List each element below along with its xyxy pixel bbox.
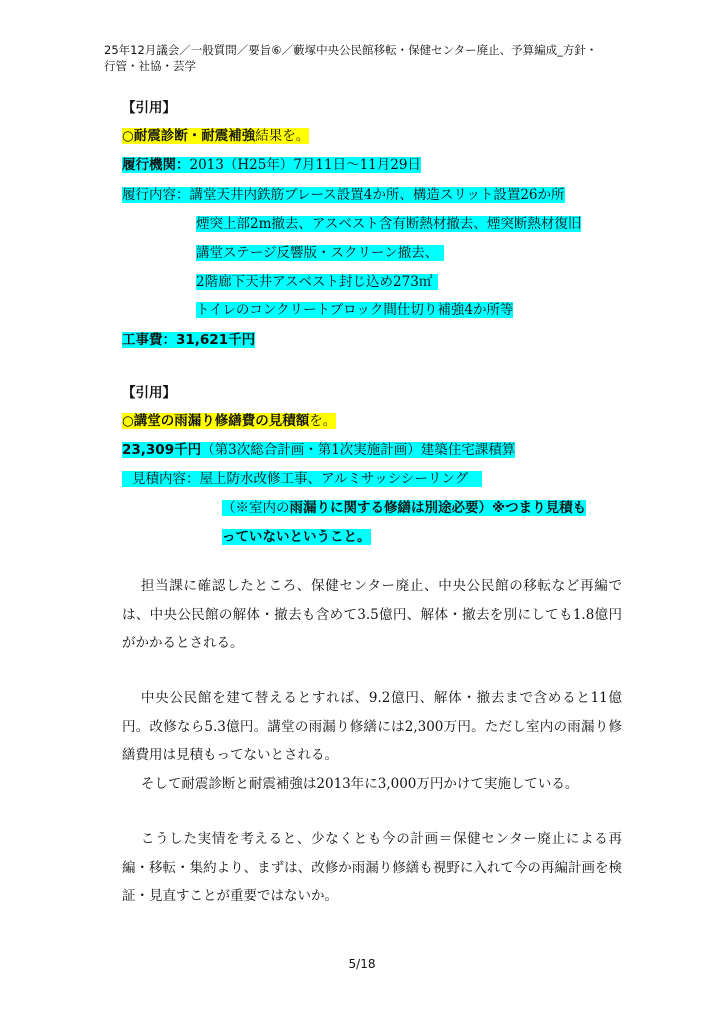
page-number: 5/18 — [348, 957, 376, 971]
quote1-heading — [122, 126, 309, 147]
quote1-label: 【引用】 — [122, 100, 176, 116]
quote2-heading — [122, 411, 336, 432]
quote1-item-4: 2階廊下天井アスベスト封じ込め273㎡ — [196, 274, 438, 290]
quote1-heading-bold: ○耐震診断・耐震補強 — [122, 128, 256, 144]
quote2-estimate-row — [122, 469, 482, 490]
quote2-note-row-2 — [222, 527, 371, 548]
paragraph-2-text: 中央公民館を建て替えるとすれば、9.2億円、解体・撤去まで含めると11億円。改修なら5.3億円。講堂の雨漏り修繕には2,300万円。ただし室内の雨漏り修繕費用は見積もってないとされる。 — [122, 690, 622, 763]
quote2-heading-rest: を。 — [309, 413, 337, 429]
quote1-period — [122, 155, 421, 176]
document-header — [104, 42, 644, 74]
paragraph-1 — [122, 572, 622, 658]
paragraph-3-text: そして耐震診断と耐震補強は2013年に3,000万円かけて実施している。 — [140, 775, 579, 792]
quote1-content-row-5 — [196, 300, 513, 321]
quote1-content-row-3 — [196, 243, 444, 264]
quote1-content-row-4 — [196, 272, 438, 293]
quote2-label: 【引用】 — [122, 385, 176, 401]
quote1-cost-value: 31,621千円 — [176, 332, 256, 348]
quote2-heading-bold: ○講堂の雨漏り修繕費の見積額 — [122, 413, 310, 429]
quote1-item-3: 講堂ステージ反響版・スクリーン撤去、 — [196, 245, 444, 261]
quote1-content-row-1 — [122, 185, 565, 206]
quote2-note-row-1 — [222, 498, 586, 519]
paragraph-1-text: 担当課に確認したところ、保健センター廃止、中央公民館の移転など再編では、中央公民館の解体・撤去も含めて3.5億円、解体・撤去を別にしても1.8億円がかかるとされる。 — [122, 578, 622, 651]
paragraph-4 — [122, 825, 622, 911]
quote1-cost-label: 工事費： — [122, 332, 176, 348]
quote2-note-bold-2: っていないということ。 — [222, 529, 371, 545]
quote1-period-label: 履行機関： — [122, 157, 190, 173]
header-line-1: 25年12月議会／一般質問／要旨⑥／藪塚中央公民館移転・保健センター廃止、予算編成_方針・ — [104, 43, 598, 57]
paragraph-2 — [122, 684, 622, 798]
quote2-amount — [122, 440, 515, 461]
quote2-note-open: （※室内の — [222, 500, 290, 516]
quote2-amount-rest: （第3次総合計画・第1次実施計画）建築住宅課積算 — [201, 442, 516, 458]
quote1-item-2: 煙突上部2m撤去、アスベスト含有断熱材撤去、煙突断熱材復旧 — [196, 216, 582, 232]
header-line-2: 行管・社協・芸学 — [104, 59, 196, 73]
quote2-amount-bold: 23,309千円 — [122, 442, 202, 458]
paragraph-4-text: こうした実情を考えると、少なくとも今の計画＝保健センター廃止による再編・移転・集約より、まずは、改修か雨漏り修繕も視野に入れて今の再編計画を検証・見直すことが重要ではないか。 — [122, 831, 622, 904]
quote1-item-1: 講堂天井内鉄筋ブレース設置4か所、構造スリット設置26か所 — [189, 187, 565, 203]
quote1-item-5: トイレのコンクリートブロック間仕切り補強4か所等 — [196, 302, 514, 318]
quote1-content-label: 履行内容： — [122, 187, 190, 203]
quote2-estimate: 見積内容：屋上防水改修工事、アルミサッシシーリング — [122, 471, 482, 487]
quote2-note-bold-1: 雨漏りに関する修繕は別途必要）※つまり見積も — [289, 500, 587, 516]
quote1-heading-rest: 結果を。 — [255, 128, 310, 144]
quote1-cost — [122, 330, 255, 351]
quote1-period-value: 2013（H25年）7月11日～11月29日 — [189, 157, 421, 173]
quote1-content-row-2 — [196, 214, 581, 235]
